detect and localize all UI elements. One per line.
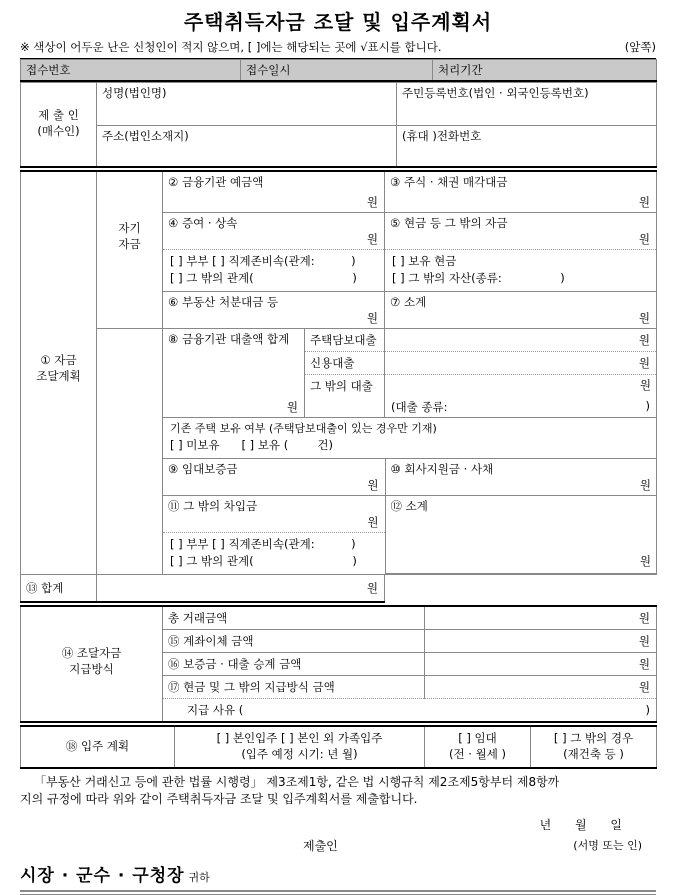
item3-won-unit: 원: [638, 195, 651, 209]
signature-label[interactable]: (서명 또는 인): [573, 839, 642, 853]
move-in-option-self-line2: (입주 예정 시기: 년 월): [241, 746, 358, 761]
item11-relation-checkboxes[interactable]: [163, 533, 385, 574]
move-in-label: ⑱ 입주 계획: [65, 738, 130, 753]
table-row: [21, 574, 657, 602]
borrowed-funds-label-cell: [97, 328, 163, 574]
item8-credit-won-unit: 원: [638, 355, 651, 370]
table-row: [21, 171, 657, 213]
item5-asset-cell[interactable]: [385, 250, 657, 292]
legal-statement: [20, 769, 656, 809]
item8-mortgage-label-cell: [305, 328, 385, 351]
item15-label-cell: [163, 629, 425, 652]
move-in-option-self-line1: [ ] 본인입주 [ ] 본인 외 가족입주: [216, 730, 383, 745]
item15-label: ⑮ 계좌이체 금액: [168, 633, 254, 648]
item9-label: ⑨ 임대보증금: [168, 461, 238, 476]
item11-relation-line2: [ ] 그 밖의 관계( ): [170, 553, 357, 568]
item16-label-cell: [163, 652, 425, 675]
existing-house-cell[interactable]: [163, 417, 657, 458]
item11-relation-cell[interactable]: [163, 532, 385, 573]
move-in-option-rent-line1: [ ] 임대: [458, 730, 497, 745]
item16-value-cell[interactable]: [425, 652, 657, 675]
item4-won-unit: 원: [366, 232, 379, 246]
receipt-datetime-cell[interactable]: [241, 60, 433, 82]
item8-credit-label-cell: [305, 351, 385, 374]
table-row: [163, 459, 657, 496]
table-row: [163, 495, 657, 532]
total-amount-label: 총 거래금액: [168, 610, 228, 625]
item2-cell[interactable]: [163, 171, 385, 213]
item15-won-unit: 원: [638, 633, 650, 648]
receipt-number-cell[interactable]: [21, 60, 241, 82]
processing-period-label: 처리기간: [438, 63, 483, 77]
item10-won-unit: 원: [639, 477, 651, 492]
item4-relation-checkboxes[interactable]: [163, 250, 384, 291]
item11-won-unit: 원: [367, 514, 379, 529]
item3-cell[interactable]: [385, 171, 657, 213]
borrowed-detail-wrapper: [163, 458, 657, 574]
item10-label: ⑩ 회사지원금 · 사채: [390, 461, 494, 476]
payment-reason-cell[interactable]: [163, 698, 657, 722]
payment-method-table: [20, 605, 657, 723]
table-row: [21, 60, 657, 82]
move-in-option-rent-line2: (전 · 월세 ): [449, 746, 506, 761]
table-row: [21, 83, 657, 126]
item8-credit-amount-cell[interactable]: [385, 351, 657, 374]
item12-cell[interactable]: [385, 495, 657, 573]
receipt-number-label: 접수번호: [26, 63, 71, 77]
table-row: [21, 328, 657, 351]
receipt-datetime-label: 접수일시: [246, 63, 291, 77]
item8-mortgage-won-unit: 원: [638, 332, 651, 347]
submitter-section-label-line2: (매수인): [37, 124, 80, 138]
submitter-name-cell[interactable]: [97, 83, 397, 126]
total-amount-value-cell[interactable]: [425, 606, 657, 630]
addressee-suffix: 귀하: [188, 871, 210, 885]
submitter-address-label: 주소(법인소재지): [102, 129, 189, 143]
item12-label: ⑫ 소계: [390, 498, 428, 513]
payment-section-label-line2: 지급방식: [69, 661, 114, 676]
item13-amount-cell[interactable]: [97, 574, 385, 602]
item12-won-unit: 원: [639, 553, 651, 568]
item17-label: ⑰ 현금 및 그 밖의 지급방식 금액: [168, 679, 335, 694]
payment-reason-close: ): [645, 702, 650, 717]
move-in-option-self-cell[interactable]: [175, 726, 425, 768]
item8-cell[interactable]: [163, 328, 305, 417]
move-in-label-cell: [21, 726, 175, 768]
page-side-marker: (앞쪽): [624, 40, 656, 54]
table-row: [21, 726, 657, 768]
submitter-table: [20, 82, 657, 168]
item8-credit-label: 신용대출: [310, 355, 355, 370]
move-in-option-other-line2: (재건축 등 ): [563, 746, 624, 761]
item9-won-unit: 원: [367, 477, 379, 492]
item8-other-kind-close: ): [645, 398, 651, 413]
item5-asset-checkboxes[interactable]: [385, 250, 656, 291]
item13-label-cell: [21, 574, 97, 602]
item5-label: ⑤ 현금 등 그 밖의 자금: [390, 216, 508, 230]
item5-other-asset-line: [ ] 그 밖의 자산(종류: ): [392, 271, 565, 286]
item4-relation-line2: [ ] 그 밖의 관계( ): [170, 271, 357, 286]
own-funds-label-line1: 자기: [118, 221, 141, 236]
submitter-name-label: 성명(법인명): [102, 86, 167, 100]
addressee-title: 시장 · 군수 · 구청장: [20, 866, 185, 887]
item16-won-unit: 원: [638, 656, 650, 671]
funding-section-label-line1: ① 자금: [40, 352, 77, 367]
item4-label: ④ 증여 · 상속: [168, 216, 238, 230]
item17-value-cell[interactable]: [425, 675, 657, 698]
item11-cell[interactable]: [163, 495, 385, 532]
submitter-section-label-line1: 제 출 인: [38, 108, 79, 123]
item8-other-label-cell: [305, 374, 385, 417]
item11-relation-line1: [ ] 부부 [ ] 직계존비속(관계: ): [170, 536, 356, 551]
item3-label: ③ 주식 · 채권 매각대금: [390, 175, 508, 189]
item8-other-kind-label: (대출 종류:: [391, 399, 448, 414]
funding-plan-table: [20, 170, 657, 603]
move-in-option-other-cell[interactable]: [531, 726, 657, 768]
legal-statement-line2: 지의 규정에 따라 위와 같이 주택취득자금 조달 및 입주계획서를 제출합니다.: [20, 791, 418, 806]
item11-label: ⑪ 그 밖의 차입금: [168, 498, 258, 513]
item4-cell[interactable]: [163, 213, 385, 250]
item5-cell[interactable]: [385, 213, 657, 250]
item8-mortgage-amount-cell[interactable]: [385, 328, 657, 351]
item7-won-unit: 원: [638, 310, 651, 325]
submitter-footer-label: 제출인: [303, 839, 338, 854]
item9-cell[interactable]: [163, 459, 385, 496]
receipt-header-table: [20, 59, 657, 82]
item8-label: ⑧ 금융기관 대출액 합계: [168, 331, 290, 346]
move-in-plan-table: [20, 725, 657, 769]
payment-section-label-line1: ⑭ 조달자금: [61, 645, 122, 660]
table-row: [21, 606, 657, 630]
item8-mortgage-label: 주택담보대출: [310, 332, 377, 347]
form-note-row: [20, 39, 656, 58]
move-in-option-rent-cell[interactable]: [425, 726, 531, 768]
payment-reason-label: 지급 사유 (: [187, 702, 244, 717]
legal-statement-line1: 「부동산 거래신고 등에 관한 법률 시행령」 제3조제1항, 같은 법 시행규칙 제2조제5항부터 제8항까: [34, 774, 560, 789]
item2-won-unit: 원: [366, 195, 379, 209]
addressee-line: [20, 859, 656, 886]
item17-label-cell: [163, 675, 425, 698]
item6-label: ⑥ 부동산 처분대금 등: [168, 294, 279, 309]
bottom-divider: [20, 890, 656, 895]
submitter-phone-label: (휴대 )전화번호: [402, 129, 482, 143]
submitter-id-label: 주민등록번호(법인 · 외국인등록번호): [402, 86, 589, 100]
payment-section-label-cell: [21, 606, 163, 722]
item4-relation-line1: [ ] 부부 [ ] 직계존비속(관계: ): [170, 254, 356, 268]
submitter-phone-cell[interactable]: [397, 126, 657, 168]
item10-cell[interactable]: [385, 459, 657, 496]
item2-label: ② 금융기관 예금액: [168, 175, 264, 189]
table-row: [21, 126, 657, 168]
page-title: 주택취득자금 조달 및 입주계획서: [183, 10, 493, 34]
total-amount-label-cell: [163, 606, 425, 630]
item6-cell[interactable]: [163, 291, 385, 328]
form-note: ※ 색상이 어두운 난은 신청인이 적지 않으며, [ ]에는 해당되는 곳에 √표시를 합니다.: [20, 40, 442, 54]
existing-house-block[interactable]: [163, 418, 656, 458]
item13-label: ⑬ 합계: [26, 580, 64, 595]
item8-other-won-unit: 원: [639, 377, 652, 392]
item8-other-label: 그 밖의 대출: [310, 378, 373, 393]
existing-house-checkboxes: [ ] 미보유 [ ] 보유 ( 건): [170, 438, 334, 452]
item7-label: ⑦ 소계: [390, 294, 427, 309]
funding-section-label-line2: 조달계획: [36, 368, 81, 383]
submitter-id-cell[interactable]: [397, 83, 657, 126]
item13-won-unit: 원: [366, 580, 379, 595]
funding-section-label-cell: [21, 171, 97, 574]
processing-period-cell[interactable]: [433, 60, 657, 82]
item15-value-cell[interactable]: [425, 629, 657, 652]
existing-house-title: 기존 주택 보유 여부 (주택담보대출이 있는 경우만 기재): [170, 421, 437, 435]
move-in-option-other-line1: [ ] 그 밖의 경우: [553, 730, 634, 745]
item8-won-unit: 원: [286, 399, 298, 414]
submitter-section-label-cell: [21, 83, 97, 168]
item17-won-unit: 원: [638, 679, 650, 694]
own-funds-label-line2: 자금: [118, 237, 141, 251]
own-funds-label-cell: [97, 171, 163, 328]
item16-label: ⑯ 보증금 · 대출 승계 금액: [168, 656, 302, 671]
total-amount-won-unit: 원: [638, 610, 650, 625]
borrowed-detail-table: [163, 459, 657, 574]
item8-other-amount-cell[interactable]: [385, 374, 657, 417]
item7-cell[interactable]: [385, 291, 657, 328]
date-line[interactable]: 년 월 일: [539, 818, 632, 833]
item6-won-unit: 원: [366, 310, 379, 325]
submitter-address-cell[interactable]: [97, 126, 397, 168]
item5-cash-line: [ ] 보유 현금: [392, 254, 457, 268]
submitter-signature-row: [20, 833, 656, 859]
item4-relation-cell[interactable]: [163, 250, 385, 292]
item5-won-unit: 원: [638, 232, 651, 246]
